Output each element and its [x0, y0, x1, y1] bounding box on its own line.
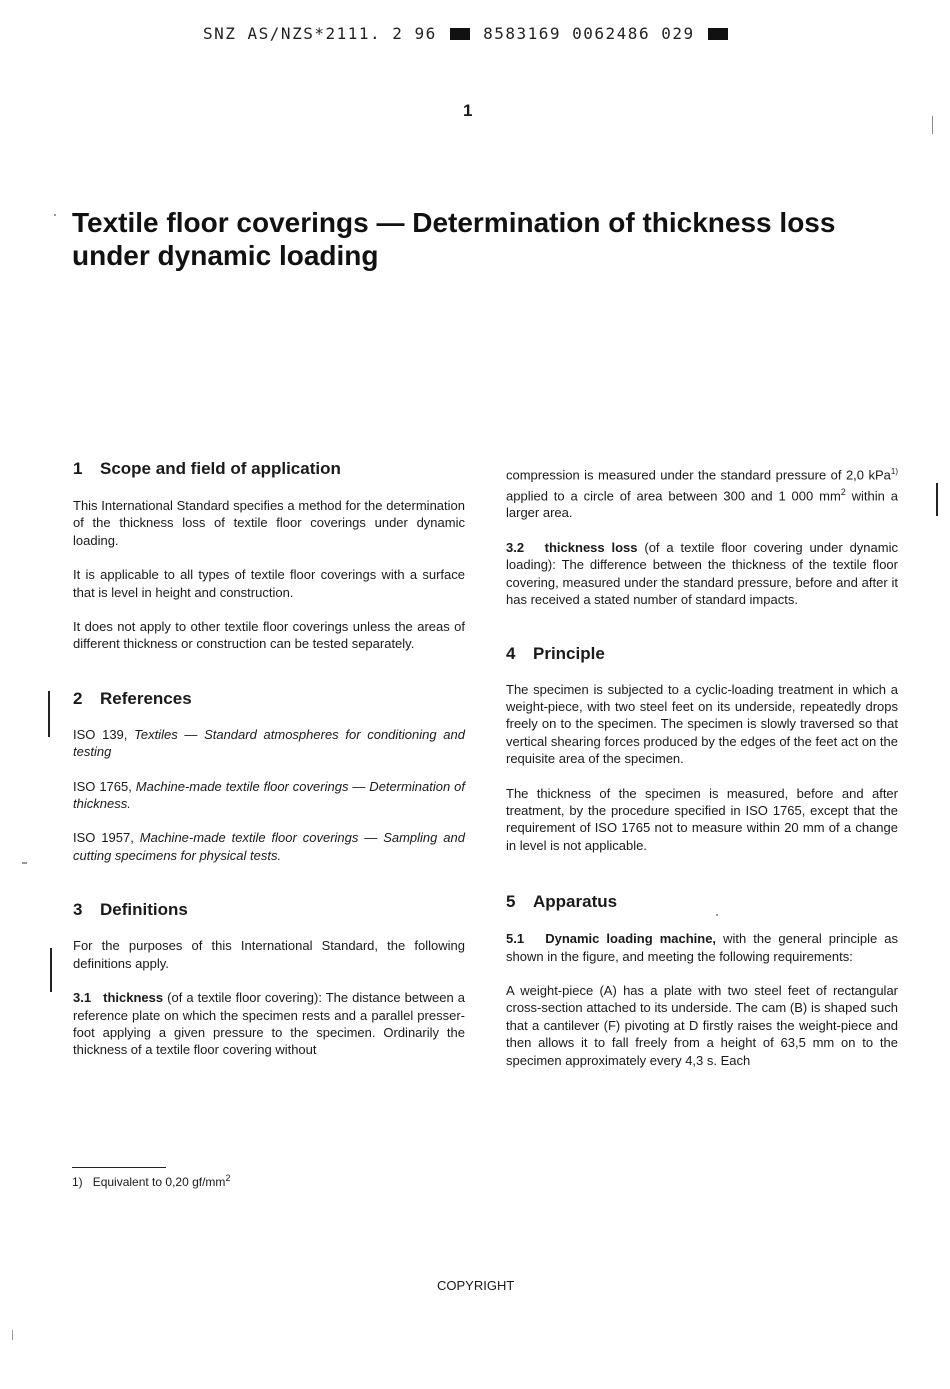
barcode-block-mark [708, 28, 728, 40]
section-title: Apparatus [533, 892, 618, 912]
document-code-header [203, 24, 730, 43]
section-3-heading [73, 900, 465, 920]
section-4-heading [506, 644, 898, 664]
copyright-footer: COPYRIGHT [437, 1278, 515, 1293]
apparatus-paragraph: A weight-piece (A) has a plate with two steel feet of rectangular cross-section attached to its underside. The cam (B) is shaped such that a cantilever (F) pivoting at D firstly raises the weight-piece and then allows it to fall freely from a height of 63,5 mm on to the specimen approximately every 4,3 s. Each [506, 982, 898, 1068]
section-title: Principle [533, 643, 605, 663]
reference-item: ISO 1765, Machine-made textile floor coverings — Determination of thickness. [73, 778, 465, 812]
right-column [506, 463, 898, 1069]
barcode-block-mark [450, 28, 470, 40]
section-title: References [100, 688, 192, 708]
section-2-heading [73, 689, 465, 709]
principle-paragraph: The thickness of the specimen is measured, before and after treatment, by the procedure specified in ISO 1765, except that the requirement of ISO 1765 not to measure within 20 mm of a change in level is not applicable. [506, 785, 898, 853]
section-5-heading [506, 892, 898, 912]
scan-speck [54, 214, 56, 216]
document-code-part1: SNZ AS/NZS*2111. 2 96 [203, 24, 437, 43]
revision-bar [48, 691, 50, 737]
section-number: 5 [506, 892, 516, 912]
document-code-part2: 8583169 0062486 029 [483, 24, 695, 43]
revision-bar [50, 948, 52, 992]
scan-speck [12, 1330, 13, 1340]
reference-item: ISO 139, Textiles — Standard atmospheres for conditioning and testing [73, 726, 465, 760]
footnote-text: Equivalent to 0,20 gf/mm [92, 1175, 226, 1189]
definition-3-1: 3.1 thickness (of a textile floor covering): The distance between a reference plate on which the specimen rests and a parallel presser-foot applying a given pressure to the specimen. Ordinarily the thickness of a textile floor covering without [73, 990, 465, 1058]
definition-3-2: 3.2 thickness loss (of a textile floor covering under dynamic loading): The difference between the thickness of the textile floor covering, measured under the standard pressure, before and after it has received a stated number of standard impacts. [506, 539, 898, 608]
scope-paragraph: This International Standard specifies a method for the determination of the thickness loss of textile floor coverings under dynamic loading. [73, 498, 465, 548]
scope-paragraph: It does not apply to other textile floor coverings unless the areas of different thickness or construction can be tested separately. [73, 619, 465, 652]
scan-speck [716, 914, 718, 916]
footnote-rule [72, 1167, 166, 1168]
footnote-marker: 1) [72, 1175, 83, 1189]
apparatus-5-1: 5.1 Dynamic loading machine, with the general principle as shown in the figure, and meeting the following requirements: [506, 931, 898, 964]
reference-item: ISO 1957, Machine-made textile floor coverings — Sampling and cutting specimens for physical tests. [73, 830, 465, 863]
scope-paragraph: It is applicable to all types of textile floor coverings with a surface that is level in height and construction. [73, 567, 465, 600]
section-title: Definitions [100, 900, 188, 920]
scan-speck [22, 862, 27, 864]
section-number: 3 [73, 900, 83, 920]
principle-paragraph: The specimen is subjected to a cyclic-loading treatment in which a weight-piece, with two steel feet on its underside, repeatedly drops freely on to the specimen. The specimen is slowly traversed so that vertical shearing forces produced by the edges of the feet act on the requisite area of the specimen. [506, 681, 898, 767]
page-number: 1 [463, 101, 473, 120]
section-number: 2 [73, 688, 83, 708]
section-title: Scope and field of application [100, 459, 341, 478]
revision-bar [936, 483, 938, 516]
scan-mark [932, 116, 933, 134]
section-1-heading [73, 459, 465, 479]
definitions-intro: For the purposes of this International Standard, the following definitions apply. [73, 938, 465, 971]
definition-3-1-continued: compression is measured under the standard pressure of 2,0 kPa$^{1)}$ applied to a circle of area between 300 and 1 000 $mm^2$ within a larger area. [506, 467, 898, 521]
document-title: Textile floor coverings — Determination of thickness loss under dynamic loading [72, 207, 836, 271]
section-number: 1 [73, 459, 83, 478]
left-column [73, 459, 465, 1059]
section-number: 4 [506, 643, 516, 663]
footnote: 1) Equivalent to 0,20 $gf/mm^2$ [72, 1173, 231, 1189]
